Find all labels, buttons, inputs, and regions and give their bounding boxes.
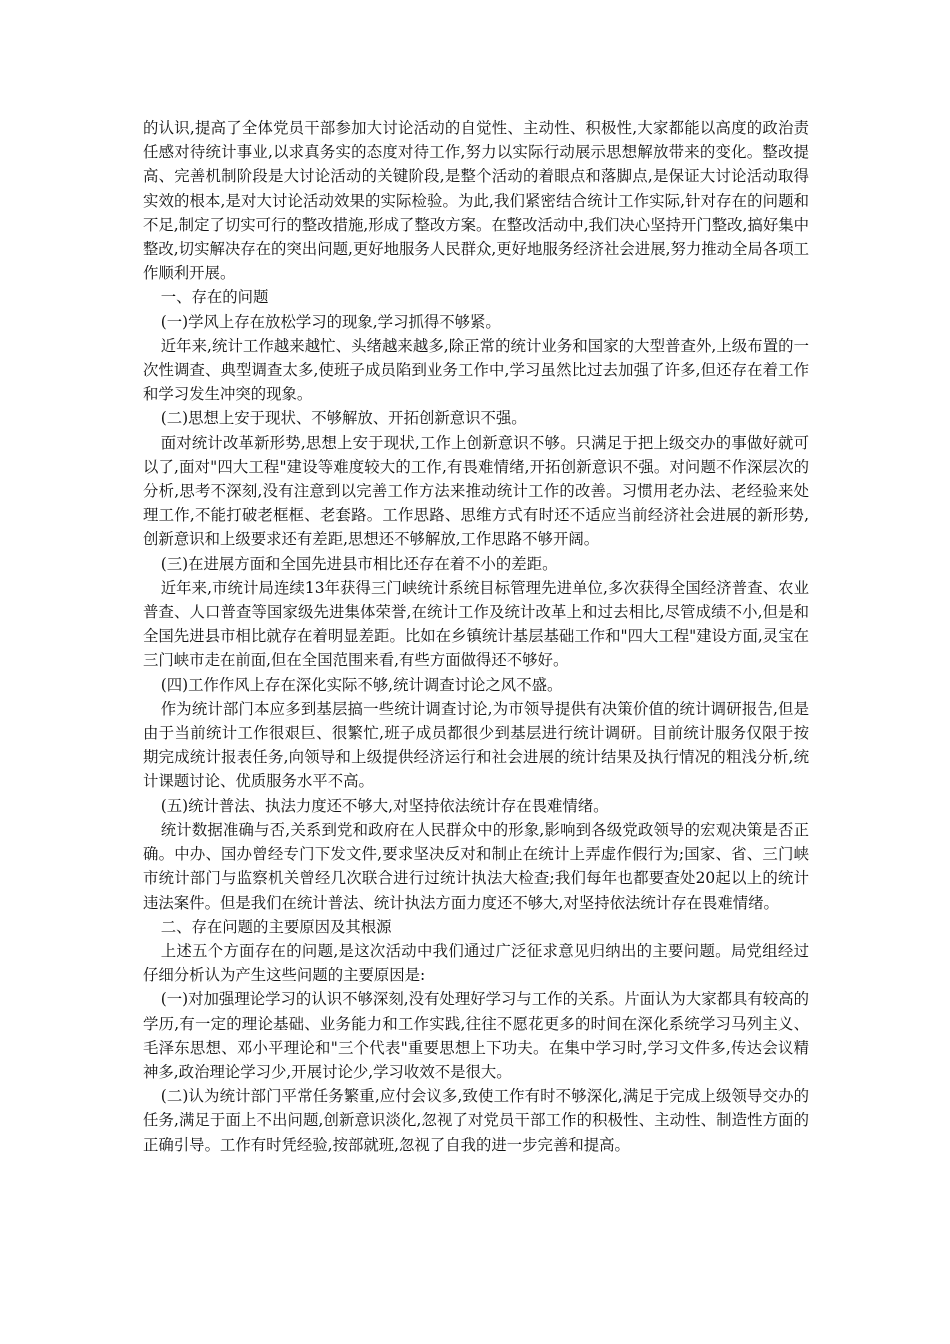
paragraph-1: 近年来,统计工作越来越忙、头绪越来越多,除正常的统计业务和国家的大型普查外,上级布置的一次性调查、典型调查太多,使班子成员陷到业务工作中,学习虽然比过去加强了许多,但还存在着工作和学习发生冲突的现象。 — [143, 336, 809, 404]
paragraph-2: 面对统计改革新形势,思想上安于现状,工作上创新意识不够。只满足于把上级交办的事做好就可以了,面对"四大工程"建设等难度较大的工作,有畏难情绪,开拓创新意识不强。对问题不作深层次的分析,思考不深刻,没有注意到以完善工作方法来推动统计工作的改善。习惯用老办法、老经验来处理工作,不能打破老框框、老套路。工作思路、思维方式有时还不适应当前经济社会进展的新形势,创新意识和上级要求还有差距,思想还不够解放,工作思路不够开阔。 — [143, 433, 809, 549]
subheading-1: (一)学风上存在放松学习的现象,学习抓得不够紧。 — [160, 312, 501, 331]
paragraph-5: 统计数据准确与否,关系到党和政府在人民群众中的形象,影响到各级党政领导的宏观决策是否正确。中办、国办曾经专门下发文件,要求坚决反对和制止在统计上弄虚作假行为;国家、省、三门峡市统计部门与监察机关曾经几次联合进行过统计执法大检查;我们每年也都要查处20起以上的统计违法案件。但是我们在统计普法、统计执法方面力度还不够大,对坚持依法统计存在畏难情绪。 — [143, 820, 809, 912]
section-heading-causes: 二、存在问题的主要原因及其根源 — [160, 917, 392, 936]
paragraph-4: 作为统计部门本应多到基层搞一些统计调查讨论,为市领导提供有决策价值的统计调研报告,但是由于当前统计工作很艰巨、很繁忙,班子成员都很少到基层进行统计调研。目前统计服务仅限于按期完成统计报表任务,向领导和上级提供经济运行和社会进展的统计结果及执行情况的粗浅分析,统计课题讨论、优质服务水平不高。 — [143, 699, 809, 791]
subheading-5: (五)统计普法、执法力度还不够大,对坚持依法统计存在畏难情绪。 — [160, 796, 609, 815]
paragraph-3: 近年来,市统计局连续13年获得三门峡统计系统目标管理先进单位,多次获得全国经济普查、农业普查、人口普查等国家级先进集体荣誉,在统计工作及统计改革上和过去相比,尽管成绩不小,但是和全国先进县市相比就存在着明显差距。比如在乡镇统计基层基础工作和"四大工程"建设方面,灵宝在三门峡市走在前面,但在全国范围来看,有些方面做得还不够好。 — [143, 578, 809, 670]
subheading-3: (三)在进展方面和全国先进县市相比还存在着不小的差距。 — [160, 554, 558, 573]
paragraph-cause-1: (一)对加强理论学习的认识不够深刻,没有处理好学习与工作的关系。片面认为大家都具有较高的学历,有一定的理论基础、业务能力和工作实践,往往不愿花更多的时间在深化系统学习马列主义、毛泽东思想、邓小平理论和"三个代表"重要思想上下功夫。在集中学习时,学习文件多,传达会议精神多,政治理论学习少,开展讨论少,学习收效不是很大。 — [143, 990, 809, 1081]
document-body — [143, 116, 809, 1157]
section-heading-problems: 一、存在的问题 — [160, 288, 269, 307]
subheading-2: (二)思想上安于现状、不够解放、开拓创新意识不强。 — [160, 409, 527, 428]
paragraph-intro: 的认识,提高了全体党员干部参加大讨论活动的自觉性、主动性、积极性,大家都能以高度的政治责任感对待统计事业,以求真务实的态度对待工作,努力以实际行动展示思想解放带来的变化。整改提高、完善机制阶段是大讨论活动的关键阶段,是整个活动的着眼点和落脚点,是保证大讨论活动取得实效的根本,是对大讨论活动效果的实际检验。为此,我们紧密结合统计工作实际,针对存在的问题和不足,制定了切实可行的整改措施,形成了整改方案。在整改活动中,我们决心坚持开门整改,搞好集中整改,切实解决存在的突出问题,更好地服务人民群众,更好地服务经济社会进展,努力推动全局各项工作顺利开展。 — [143, 119, 809, 283]
paragraph-causes-intro: 上述五个方面存在的问题,是这次活动中我们通过广泛征求意见归纳出的主要问题。局党组经过仔细分析认为产生这些问题的主要原因是: — [143, 941, 809, 985]
paragraph-cause-2: (二)认为统计部门平常任务繁重,应付会议多,致使工作有时不够深化,满足于完成上级领导交办的任务,满足于面上不出问题,创新意识淡化,忽视了对党员干部工作的积极性、主动性、制造性方面的正确引导。工作有时凭经验,按部就班,忽视了自我的进一步完善和提高。 — [143, 1087, 809, 1154]
subheading-4: (四)工作作风上存在深化实际不够,统计调查讨论之风不盛。 — [160, 675, 563, 694]
